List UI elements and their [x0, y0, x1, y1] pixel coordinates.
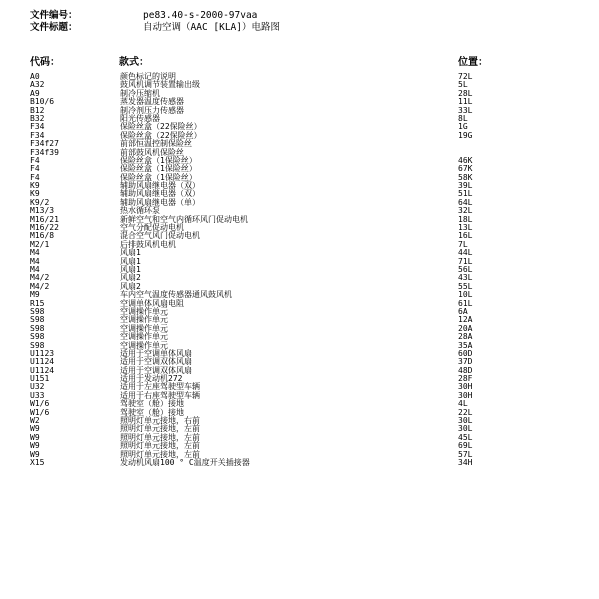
row-code: M2/1 — [30, 239, 50, 249]
row-description: 空调操作单元 — [120, 306, 168, 316]
table-row — [0, 224, 599, 232]
table-row — [0, 308, 599, 316]
row-position: 28A — [458, 332, 473, 342]
row-description: 新鲜空气和空气内循环风门促动电机 — [120, 214, 248, 224]
table-row — [0, 434, 599, 442]
row-position: 18L — [458, 214, 473, 224]
row-position: 30L — [458, 424, 473, 434]
row-code: A0 — [30, 72, 40, 81]
row-code: W1/6 — [30, 407, 50, 417]
row-description: 辅助风扇继电器（单） — [120, 197, 200, 207]
row-code: F34 — [30, 122, 45, 132]
row-description: 空调单体风扇电阻 — [120, 298, 184, 308]
row-code: M4 — [30, 264, 40, 274]
table-row — [0, 81, 599, 89]
row-position: 10L — [458, 290, 473, 300]
table-row — [0, 73, 599, 81]
row-code: F4 — [30, 155, 40, 165]
row-position: 43L — [458, 273, 473, 283]
row-description: 鼓风机调节装置输出级 — [120, 80, 200, 90]
row-position: 12A — [458, 315, 473, 325]
row-position: 67K — [458, 164, 473, 174]
row-description: 照明灯单元接地，右前 — [120, 416, 200, 426]
row-code: X15 — [30, 457, 45, 467]
row-code: B12 — [30, 105, 45, 115]
row-code: K9 — [30, 181, 40, 191]
row-position: 72L — [458, 72, 473, 81]
row-code: U33 — [30, 390, 45, 400]
row-description: 照明灯单元接地，左前 — [120, 441, 200, 451]
row-code: M4/2 — [30, 281, 50, 291]
table-row — [0, 132, 599, 140]
row-description: 前部鼓风机保险丝 — [120, 147, 184, 157]
table-row — [0, 90, 599, 98]
row-description: 空调操作单元 — [120, 340, 168, 350]
row-position: 30H — [458, 390, 473, 400]
row-description: 空气分配促动电机 — [120, 223, 184, 233]
table-row — [0, 266, 599, 274]
row-code: M9 — [30, 290, 40, 300]
row-position: 28L — [458, 88, 473, 98]
row-position: 55L — [458, 281, 473, 291]
table-row — [0, 174, 599, 182]
row-code: W9 — [30, 449, 40, 459]
table-row — [0, 425, 599, 433]
row-code: W2 — [30, 416, 40, 426]
row-code: S98 — [30, 315, 45, 325]
row-code: M16/22 — [30, 223, 59, 233]
row-description: 保险丝盒（22保险丝） — [120, 122, 202, 132]
row-description: 辅助风扇继电器（双） — [120, 189, 200, 199]
table-row — [0, 417, 599, 425]
table-row — [0, 190, 599, 198]
table-row — [0, 325, 599, 333]
row-description: 风扇1 — [120, 264, 141, 274]
row-position: 71L — [458, 256, 473, 266]
row-position: 64L — [458, 197, 473, 207]
table-row — [0, 249, 599, 257]
row-description: 适用于右座驾驶型车辆 — [120, 390, 200, 400]
column-header-position: 位置： — [458, 57, 488, 68]
row-code: M16/21 — [30, 214, 59, 224]
row-position: 60D — [458, 348, 473, 358]
row-code: F34 — [30, 130, 45, 140]
table-row — [0, 459, 599, 467]
table-row — [0, 258, 599, 266]
row-code: M4/2 — [30, 273, 50, 283]
row-position: 39L — [458, 181, 473, 191]
row-code: R15 — [30, 298, 45, 308]
table-row — [0, 182, 599, 190]
row-position: 16L — [458, 231, 473, 241]
row-description: 风扇2 — [120, 281, 141, 291]
row-code: S98 — [30, 332, 45, 342]
row-code: K9/2 — [30, 197, 50, 207]
row-code: F34f27 — [30, 139, 59, 149]
row-code: S98 — [30, 340, 45, 350]
table-row — [0, 149, 599, 157]
row-position: 45L — [458, 432, 473, 442]
table-row — [0, 367, 599, 375]
table-row — [0, 98, 599, 106]
row-description: 辅助风扇继电器（双） — [120, 181, 200, 191]
table-row — [0, 333, 599, 341]
row-description: 蒸发器温度传感器 — [120, 97, 184, 107]
table-row — [0, 123, 599, 131]
table-row — [0, 157, 599, 165]
row-code: M4 — [30, 248, 40, 258]
row-code: M4 — [30, 256, 40, 266]
row-description: 适用于空调双体风扇 — [120, 357, 192, 367]
row-code: W1/6 — [30, 399, 50, 409]
row-position: 1G — [458, 122, 468, 132]
row-code: M13/3 — [30, 206, 55, 216]
table-row — [0, 199, 599, 207]
table-row — [0, 115, 599, 123]
row-description: 适用于发动机272 — [120, 374, 183, 384]
row-description: 空调操作单元 — [120, 315, 168, 325]
document-title-label: 文件标题： — [30, 22, 78, 33]
row-description: 风扇1 — [120, 248, 141, 258]
row-description: 颜色标记的说明 — [120, 72, 176, 81]
row-code: S98 — [30, 323, 45, 333]
row-position: 4L — [458, 399, 468, 409]
row-description: 制冷压缩机 — [120, 88, 160, 98]
row-code: U1124 — [30, 357, 55, 367]
table-row — [0, 392, 599, 400]
row-code: M16/8 — [30, 231, 55, 241]
row-position: 58K — [458, 172, 473, 182]
table-row — [0, 241, 599, 249]
row-description: 适用于空调单体风扇 — [120, 348, 192, 358]
row-position: 48D — [458, 365, 473, 375]
row-description: 驾驶室（舱）接地 — [120, 407, 184, 417]
row-code: W9 — [30, 441, 40, 451]
row-code: F4 — [30, 164, 40, 174]
table-row — [0, 358, 599, 366]
row-position: 6A — [458, 306, 468, 316]
row-code: F4 — [30, 172, 40, 182]
table-row — [0, 107, 599, 115]
row-description: 空调操作单元 — [120, 332, 168, 342]
row-position: 28F — [458, 374, 473, 384]
row-position: 7L — [458, 239, 468, 249]
row-position: 11L — [458, 97, 473, 107]
document-number — [30, 10, 257, 21]
table-row — [0, 216, 599, 224]
document-number-label: 文件编号： — [30, 10, 78, 21]
row-description: 保险丝盒（1保险丝） — [120, 172, 197, 182]
table-row — [0, 375, 599, 383]
table-row — [0, 283, 599, 291]
row-description: 风扇2 — [120, 273, 141, 283]
row-description: 前部恒温控制保险丝 — [120, 139, 192, 149]
row-description: 热水循环泵 — [120, 206, 160, 216]
row-code: A32 — [30, 80, 45, 90]
table-row — [0, 140, 599, 148]
row-position: 22L — [458, 407, 473, 417]
row-position: 33L — [458, 105, 473, 115]
row-position: 44L — [458, 248, 473, 258]
table-row — [0, 400, 599, 408]
row-code: B10/6 — [30, 97, 55, 107]
row-description: 发动机风扇100 ° C温度开关插接器 — [120, 457, 250, 467]
row-code: A9 — [30, 88, 40, 98]
table-row — [0, 291, 599, 299]
row-position: 30H — [458, 382, 473, 392]
document-title-value: 自动空调（AAC [KLA]）电路图 — [143, 22, 280, 33]
row-position: 46K — [458, 155, 473, 165]
row-description: 驾驶室（舱）接地 — [120, 399, 184, 409]
row-position: 56L — [458, 264, 473, 274]
row-position: 8L — [458, 113, 468, 123]
row-code: U1123 — [30, 348, 55, 358]
row-position: 20A — [458, 323, 473, 333]
row-code: F34f39 — [30, 147, 59, 157]
table-row — [0, 409, 599, 417]
row-position: 19G — [458, 130, 473, 140]
row-position: 34H — [458, 457, 473, 467]
table-row — [0, 383, 599, 391]
row-description: 照明灯单元接地，左前 — [120, 432, 200, 442]
row-description: 混合空气风门促动电机 — [120, 231, 200, 241]
row-description: 照明灯单元接地，左前 — [120, 424, 200, 434]
row-position: 5L — [458, 80, 468, 90]
table-row — [0, 207, 599, 215]
row-position: 61L — [458, 298, 473, 308]
table-row — [0, 300, 599, 308]
row-description: 空调操作单元 — [120, 323, 168, 333]
row-description: 适用于空调双体风扇 — [120, 365, 192, 375]
row-description: 后排鼓风机电机 — [120, 239, 176, 249]
row-position: 51L — [458, 189, 473, 199]
row-description: 风扇1 — [120, 256, 141, 266]
table-row — [0, 316, 599, 324]
component-list — [0, 73, 599, 467]
row-position: 57L — [458, 449, 473, 459]
row-code: B32 — [30, 113, 45, 123]
row-description: 保险丝盒（22保险丝） — [120, 130, 202, 140]
row-position: 35A — [458, 340, 473, 350]
row-code: K9 — [30, 189, 40, 199]
table-row — [0, 442, 599, 450]
row-position: 37D — [458, 357, 473, 367]
document-number-value: pe83.40-s-2000-97vaa — [143, 10, 258, 21]
row-code: W9 — [30, 424, 40, 434]
column-header-code: 代码： — [30, 57, 60, 68]
row-description: 车内空气温度传感器通风鼓风机 — [120, 290, 232, 300]
row-code: W9 — [30, 432, 40, 442]
row-description: 适用于左座驾驶型车辆 — [120, 382, 200, 392]
row-description: 阳光传感器 — [120, 113, 160, 123]
row-position: 13L — [458, 223, 473, 233]
table-row — [0, 232, 599, 240]
table-row — [0, 165, 599, 173]
row-code: U151 — [30, 374, 50, 384]
row-description: 保险丝盒（1保险丝） — [120, 164, 197, 174]
column-header-description: 款式： — [119, 57, 149, 68]
row-position: 30L — [458, 416, 473, 426]
row-code: U1124 — [30, 365, 55, 375]
table-row — [0, 451, 599, 459]
row-description: 制冷剂压力传感器 — [120, 105, 184, 115]
table-row — [0, 350, 599, 358]
row-code: U32 — [30, 382, 45, 392]
document-title — [30, 22, 280, 33]
row-position: 69L — [458, 441, 473, 451]
row-description: 保险丝盒（1保险丝） — [120, 155, 197, 165]
table-row — [0, 342, 599, 350]
row-position: 32L — [458, 206, 473, 216]
row-code: S98 — [30, 306, 45, 316]
table-row — [0, 274, 599, 282]
row-description: 照明灯单元接地，左前 — [120, 449, 200, 459]
